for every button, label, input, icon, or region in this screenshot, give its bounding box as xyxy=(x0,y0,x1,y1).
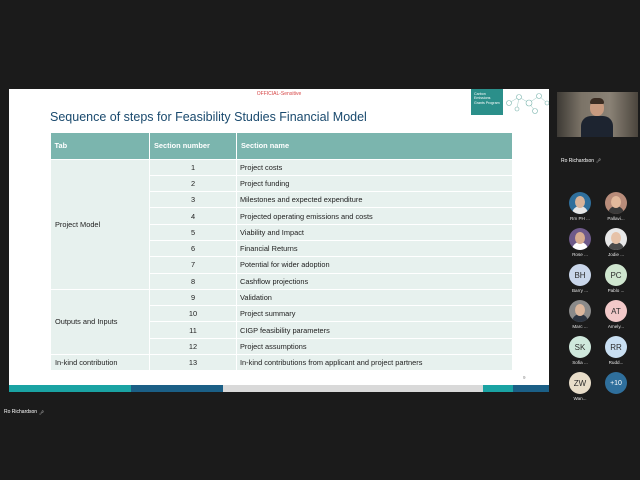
slide-footer-bar xyxy=(9,385,549,392)
section-number: 6 xyxy=(150,240,237,256)
mic-muted-icon: 🎤︎ xyxy=(39,409,45,415)
tab-project-model: Project Model xyxy=(51,159,150,289)
section-number: 8 xyxy=(150,273,237,289)
avatar xyxy=(569,300,591,322)
table-row xyxy=(51,289,513,305)
section-name: In-kind contributions from applicant and project partners xyxy=(237,355,513,371)
participant-tile[interactable] xyxy=(565,372,595,401)
table-row xyxy=(51,355,513,371)
participant-tile[interactable] xyxy=(565,300,595,329)
participant-name: Rose ... xyxy=(572,252,588,257)
section-name: Validation xyxy=(237,289,513,305)
more-participants-button[interactable] xyxy=(601,372,631,394)
section-number: 4 xyxy=(150,208,237,224)
logo-text: Carbon Emissions Grants Program xyxy=(471,89,503,115)
more-participants-count: +10 xyxy=(605,372,627,394)
section-number: 5 xyxy=(150,224,237,240)
header-tab: Tab xyxy=(51,133,150,159)
avatar-photo xyxy=(611,196,621,208)
participant-tile[interactable] xyxy=(565,228,595,257)
table-row xyxy=(51,159,513,175)
participant-tile[interactable] xyxy=(565,264,595,293)
participant-name: Wan... xyxy=(573,396,587,401)
presenter-video[interactable] xyxy=(557,92,638,137)
avatar-photo xyxy=(575,304,585,316)
section-number: 9 xyxy=(150,289,237,305)
tab-in-kind: In-kind contribution xyxy=(51,355,150,371)
sensitivity-label: OFFICIAL-Sensitive xyxy=(256,91,302,97)
footer-segment xyxy=(223,385,483,392)
participant-tile[interactable] xyxy=(601,228,631,257)
avatar xyxy=(605,192,627,214)
footer-segment xyxy=(9,385,131,392)
avatar-photo xyxy=(575,232,585,244)
section-number: 3 xyxy=(150,192,237,208)
participant-tile[interactable] xyxy=(601,300,631,329)
section-name: CIGP feasibility parameters xyxy=(237,322,513,338)
participant-tile[interactable] xyxy=(601,264,631,293)
section-name: Project assumptions xyxy=(237,338,513,354)
avatar xyxy=(569,228,591,250)
avatar: AT xyxy=(605,300,627,322)
participant-name: Rudd... xyxy=(608,360,624,365)
section-name: Milestones and expected expenditure xyxy=(237,192,513,208)
participant-name: Pablo ... xyxy=(607,288,625,293)
section-name: Project summary xyxy=(237,306,513,322)
header-section-number: Section number xyxy=(150,133,237,159)
avatar: SK xyxy=(569,336,591,358)
participant-tile[interactable] xyxy=(601,336,631,365)
participant-tile[interactable] xyxy=(565,192,595,221)
section-name: Viability and Impact xyxy=(237,224,513,240)
video-name: Ro Richardson xyxy=(561,158,595,164)
footer-segment xyxy=(513,385,549,392)
participant-name: Amely... xyxy=(607,324,625,329)
participant-tile[interactable] xyxy=(601,192,631,221)
slide-title: Sequence of steps for Feasibility Studies Financial Model xyxy=(50,110,367,124)
avatar xyxy=(569,192,591,214)
section-name: Potential for wider adoption xyxy=(237,257,513,273)
participant-name: Barry ... xyxy=(571,288,589,293)
presenter-name: Ro Richardson xyxy=(4,409,38,415)
section-number: 11 xyxy=(150,322,237,338)
participant-name: Jodie ... xyxy=(607,252,625,257)
avatar: RR xyxy=(605,336,627,358)
footer-segment xyxy=(483,385,513,392)
section-number: 7 xyxy=(150,257,237,273)
avatar: ZW xyxy=(569,372,591,394)
mic-muted-icon: 🎤︎ xyxy=(596,158,602,163)
section-number: 10 xyxy=(150,306,237,322)
steps-table xyxy=(50,133,513,371)
participant-name: Pallavi... xyxy=(607,216,625,221)
video-person-body xyxy=(581,116,613,137)
footer-segment xyxy=(131,385,223,392)
shared-slide xyxy=(9,89,549,392)
header-section-name: Section name xyxy=(237,133,513,159)
page-number: 9 xyxy=(523,375,526,380)
participant-name: Sofia ... xyxy=(572,360,588,365)
program-logo xyxy=(471,89,549,117)
avatar: PC xyxy=(605,264,627,286)
video-person-hair xyxy=(590,98,604,104)
avatar xyxy=(605,228,627,250)
section-name: Project costs xyxy=(237,159,513,175)
section-name: Cashflow projections xyxy=(237,273,513,289)
section-name: Financial Returns xyxy=(237,240,513,256)
participant-name: Marc ... xyxy=(572,324,588,329)
section-number: 13 xyxy=(150,355,237,371)
video-name-label xyxy=(561,158,601,164)
section-name: Project funding xyxy=(237,175,513,191)
participant-name: Rm PH ... xyxy=(570,216,590,221)
tab-outputs-inputs: Outputs and Inputs xyxy=(51,289,150,354)
section-number: 1 xyxy=(150,159,237,175)
avatar: BH xyxy=(569,264,591,286)
avatar-photo xyxy=(575,196,585,208)
participant-tile[interactable] xyxy=(565,336,595,365)
section-number: 2 xyxy=(150,175,237,191)
table-header-row xyxy=(51,133,513,159)
section-number: 12 xyxy=(150,338,237,354)
network-graphic-icon xyxy=(505,91,549,115)
presenter-label xyxy=(4,409,44,415)
avatar-photo xyxy=(611,232,621,244)
section-name: Projected operating emissions and costs xyxy=(237,208,513,224)
